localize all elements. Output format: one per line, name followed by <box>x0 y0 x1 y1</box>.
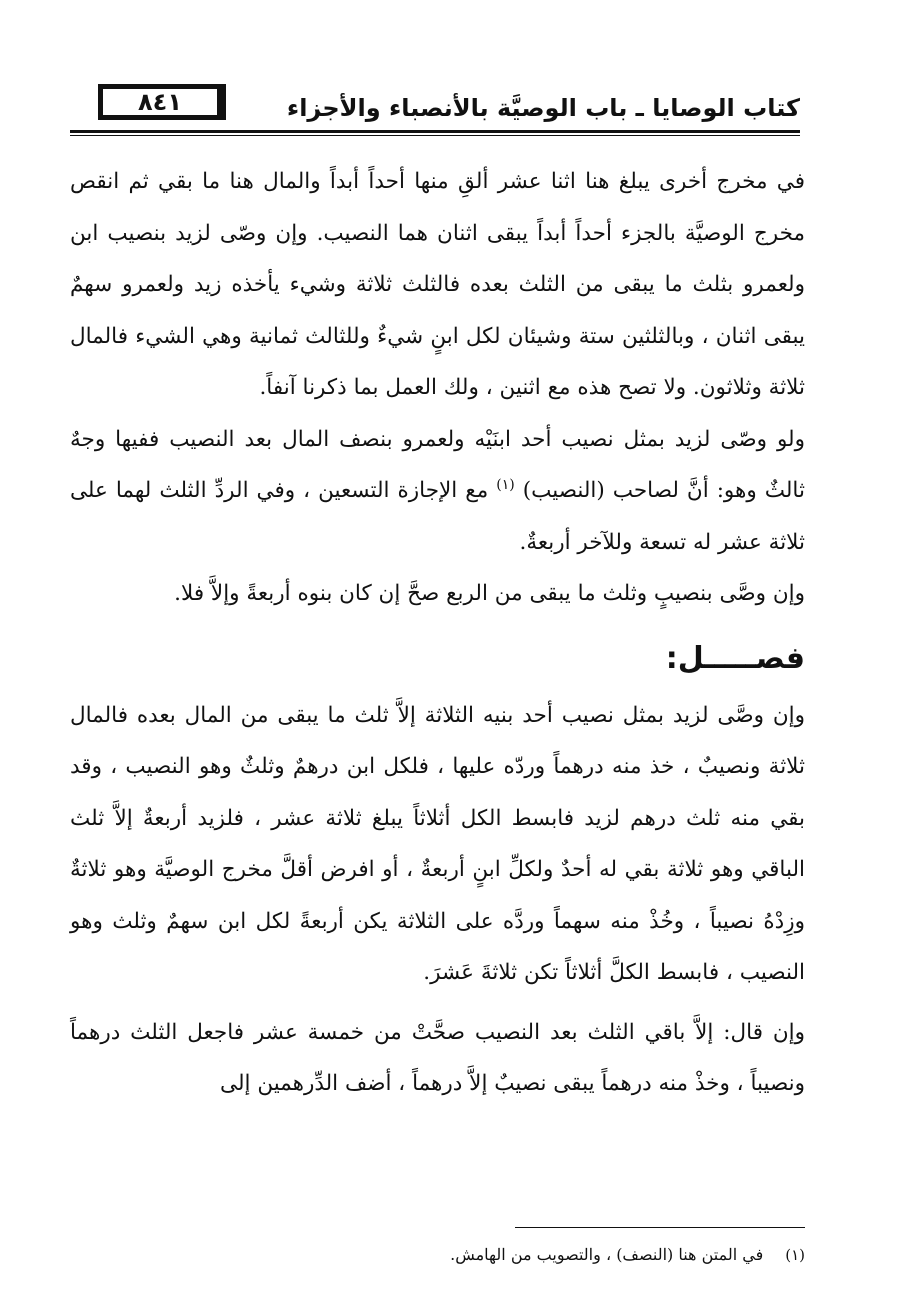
footnote-number: (١) <box>785 1246 805 1264</box>
paragraph-2-continued: مع الإجازة التسعين ، وفي الردِّ الثلث لهما على ثلاثة عشر له تسعة وللآخر أربعةٌ. <box>70 478 805 555</box>
paragraph-3: وإن وصَّى بنصيبٍ وثلث ما يبقى من الربع صحَّ إن كان بنوه أربعةً وإلاَّ فلا. <box>174 581 805 606</box>
header-rule-thin <box>70 135 800 136</box>
section-heading: فصـــــل: <box>665 640 805 676</box>
header-rule <box>70 130 800 133</box>
main-text <box>70 156 805 1110</box>
footnote-separator <box>515 1227 805 1228</box>
footnote-text: في المتن هنا (النصف) ، والتصويب من الهامش. <box>450 1245 764 1264</box>
paragraph-1: في مخرج أخرى يبلغ هنا اثنا عشر ألقِ منها أحداً أبداً والمال هنا ما بقي ثم انقص مخرج الوصيَّة بالجزء أحداً أبداً يبقى اثنان هما النصيب. وإن وصّى لزيد بنصيب ابن ولعمرو بثلث ما يبقى من الثلث بعده فالثلث ثلاثة وشيء يأخذه زيد ولعمرو سهمٌ يبقى اثنان ، وبالثلثين ستة وشيئان لكل ابنٍ شيءٌ وللثالث ثمانية وهي الشيء فالمال ثلاثة وثلاثون. ولا تصح هذه مع اثنين ، ولك العمل بما ذكرنا آنفاً. <box>70 169 805 400</box>
paragraph-2-text: ولو وصّى لزيد بمثل نصيب أحد ابنَيْه ولعمرو بنصف المال بعد النصيب ففيها وجهٌ ثالثٌ وهو: أنَّ لصاحب (النصيب) <box>70 426 805 503</box>
page-header <box>70 78 800 138</box>
footnote-reference: (١) <box>496 476 515 493</box>
paragraph-5: وإن قال: إلاَّ باقي الثلث بعد النصيب صحَّتْ من خمسة عشر فاجعل الثلث درهماً ونصيباً ، وخذْ منه درهماً يبقى نصيبٌ إلاَّ درهماً ، أضف الدِّرهمين إلى <box>70 1019 805 1096</box>
paragraph-4: وإن وصَّى لزيد بمثل نصيب أحد بنيه الثلاثة إلاَّ ثلث ما يبقى من المال بعده فالمال ثلاثة ونصيبٌ ، خذ منه درهماً وردّه عليها ، فلكل ابن درهمٌ وثلثٌ وهو النصيب ، وقد بقي منه ثلث درهم لزيد فابسط الكل أثلاثاً يبلغ ثلاثة عشر ، فلزيد أربعةٌ إلاَّ ثلث الباقي وهو ثلاثة بقي له أحدٌ ولكلِّ ابنٍ أربعةٌ ، أو افرض أقلَّ مخرج الوصيَّة وهو ثلاثةٌ وزِدْهُ نصيباً ، وخُذْ منه سهماً وردَّه على الثلاثة يكن أربعةً لكل ابن سهمٌ وثلث وهو النصيب ، فابسط الكلَّ أثلاثاً تكن ثلاثةَ عَشرَ. <box>70 702 805 985</box>
paragraph-2 <box>70 414 805 569</box>
page-number: ٨٤١ <box>98 84 226 120</box>
running-title: كتاب الوصايا ـ باب الوصيَّة بالأنصباء والأجزاء <box>286 94 800 122</box>
footnote <box>205 1243 805 1267</box>
